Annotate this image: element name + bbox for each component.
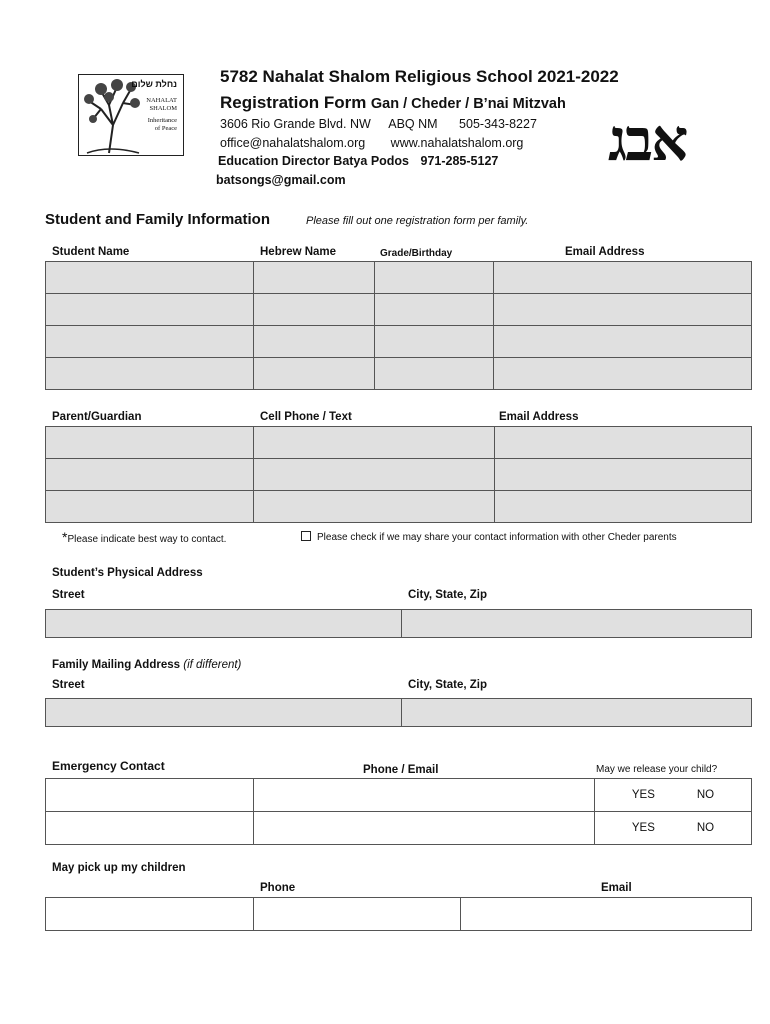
student-section-title: Student and Family Information: [45, 211, 271, 228]
student-email-field[interactable]: [494, 326, 752, 358]
director-line: [218, 154, 498, 168]
emergency-table: [45, 778, 752, 845]
student-name-field[interactable]: [46, 358, 254, 390]
emergency-phone-email-field[interactable]: [254, 779, 595, 812]
logo-tagline-line2: of Peace: [154, 125, 177, 132]
city-address: ABQ NM: [388, 117, 438, 131]
asterisk: *: [62, 529, 68, 545]
office-email: office@nahalatshalom.org: [220, 136, 366, 150]
release-yes-option[interactable]: YES: [631, 789, 655, 801]
pickup-email-label: Email: [601, 882, 632, 894]
col-student-email: Email Address: [565, 246, 645, 258]
grade-birthday-field[interactable]: [375, 294, 494, 326]
release-options: [595, 779, 752, 812]
parent-name-field[interactable]: [46, 459, 254, 491]
pickup-name-field[interactable]: [46, 898, 254, 931]
grade-birthday-field[interactable]: [375, 326, 494, 358]
table-row: [46, 427, 752, 459]
parent-table: [45, 426, 752, 523]
mailing-street-field[interactable]: [46, 699, 402, 727]
student-name-field[interactable]: [46, 326, 254, 358]
contact-line: [220, 136, 523, 150]
release-options: [595, 812, 752, 845]
table-row: [46, 779, 752, 812]
emergency-phone-email-field[interactable]: [254, 812, 595, 845]
col-student-name: Student Name: [52, 246, 130, 258]
table-row: [46, 812, 752, 845]
director-name: Education Director Batya Podos: [218, 154, 410, 168]
address-line: [220, 117, 537, 131]
director-phone: 971-285-5127: [420, 154, 499, 168]
mailing-city-label: City, State, Zip: [408, 679, 488, 691]
contact-note: *Please indicate best way to contact.: [62, 529, 227, 545]
col-cell-phone: Cell Phone / Text: [260, 411, 352, 423]
parent-email-field[interactable]: [495, 459, 752, 491]
release-question: May we release your child?: [596, 764, 718, 775]
hebrew-name-field[interactable]: [254, 358, 375, 390]
pickup-table: [45, 897, 752, 931]
table-row: [46, 898, 752, 931]
parent-email-field[interactable]: [495, 427, 752, 459]
logo-tagline-line1: Inheritance: [147, 117, 177, 124]
student-name-field[interactable]: [46, 294, 254, 326]
pickup-phone-field[interactable]: [254, 898, 461, 931]
hebrew-name-field[interactable]: [254, 262, 375, 294]
logo-name-line2: SHALOM: [149, 105, 177, 112]
director-email: batsongs@gmail.com: [216, 173, 346, 187]
office-phone: 505-343-8227: [459, 117, 537, 131]
emergency-name-field[interactable]: [46, 779, 254, 812]
pickup-email-field[interactable]: [461, 898, 752, 931]
form-programs: Gan / Cheder / B’nai Mitzvah: [370, 96, 566, 112]
hebrew-name-field[interactable]: [254, 294, 375, 326]
street-address: 3606 Rio Grande Blvd. NW: [220, 117, 371, 131]
website: www.nahalatshalom.org: [390, 136, 524, 150]
student-section-note: Please fill out one registration form per family.: [306, 215, 529, 227]
form-title-line: [220, 93, 566, 113]
col-grade-birthday: Grade/Birthday: [380, 248, 453, 259]
student-name-field[interactable]: [46, 262, 254, 294]
share-consent-checkbox[interactable]: [301, 531, 311, 541]
physical-address-table: [45, 609, 752, 638]
table-row: [46, 294, 752, 326]
parent-name-field[interactable]: [46, 491, 254, 523]
hebrew-name-field[interactable]: [254, 326, 375, 358]
logo-name-line1: NAHALAT: [146, 97, 177, 104]
emergency-title: Emergency Contact: [52, 759, 165, 773]
parent-email-field[interactable]: [495, 491, 752, 523]
table-row: [46, 699, 752, 727]
grade-birthday-field[interactable]: [375, 358, 494, 390]
student-email-field[interactable]: [494, 262, 752, 294]
table-row: [46, 326, 752, 358]
form-title: Registration Form: [220, 93, 367, 112]
physical-street-label: Street: [52, 589, 85, 601]
mailing-city-field[interactable]: [402, 699, 752, 727]
table-row: [46, 491, 752, 523]
pickup-title: May pick up my children: [52, 862, 186, 874]
col-parent-email: Email Address: [499, 411, 579, 423]
table-row: [46, 358, 752, 390]
pickup-phone-label: Phone: [260, 882, 296, 894]
physical-city-label: City, State, Zip: [408, 589, 488, 601]
physical-city-field[interactable]: [402, 610, 752, 638]
table-row: [46, 459, 752, 491]
student-table: [45, 261, 752, 390]
parent-phone-field[interactable]: [254, 459, 495, 491]
table-row: [46, 262, 752, 294]
physical-street-field[interactable]: [46, 610, 402, 638]
col-hebrew-name: Hebrew Name: [260, 246, 337, 258]
release-yes-option[interactable]: YES: [631, 822, 655, 834]
parent-phone-field[interactable]: [254, 427, 495, 459]
hebrew-alphabet-decoration: אבג: [608, 106, 687, 174]
mailing-address-table: [45, 698, 752, 727]
release-no-option[interactable]: NO: [696, 822, 715, 834]
student-email-field[interactable]: [494, 358, 752, 390]
mailing-address-title: Family Mailing Address (if different): [52, 659, 242, 671]
school-logo: [78, 74, 184, 156]
logo-hebrew: נחלת שלום: [131, 79, 177, 89]
emergency-name-field[interactable]: [46, 812, 254, 845]
mailing-street-label: Street: [52, 679, 85, 691]
parent-name-field[interactable]: [46, 427, 254, 459]
student-email-field[interactable]: [494, 294, 752, 326]
col-parent-guardian: Parent/Guardian: [52, 411, 142, 423]
release-no-option[interactable]: NO: [696, 789, 715, 801]
grade-birthday-field[interactable]: [375, 262, 494, 294]
school-title: 5782 Nahalat Shalom Religious School 2021-2022: [220, 67, 619, 86]
emergency-phone-email-label: Phone / Email: [363, 764, 439, 776]
parent-phone-field[interactable]: [254, 491, 495, 523]
table-row: [46, 610, 752, 638]
physical-address-title: Student’s Physical Address: [52, 567, 203, 579]
share-consent: Please check if we may share your contact information with other Cheder parents: [301, 531, 677, 543]
